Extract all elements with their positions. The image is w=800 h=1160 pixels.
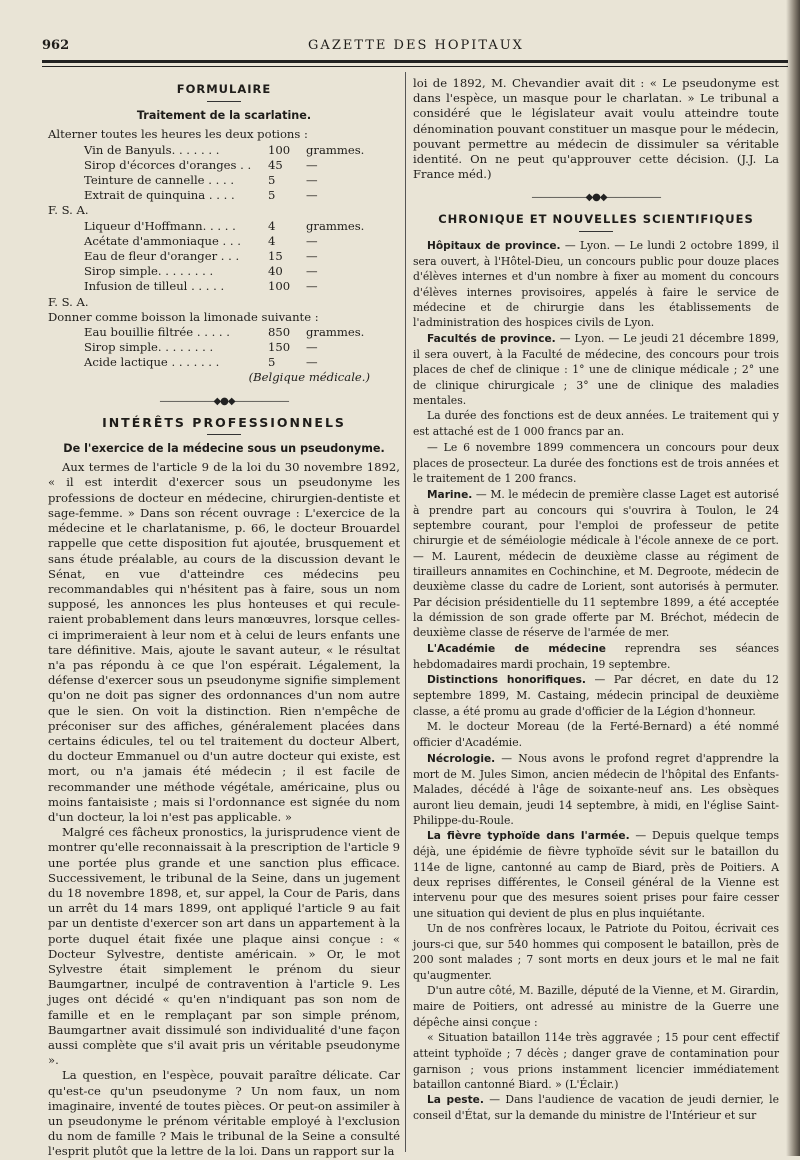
- news-item: Un de nos confrères locaux, le Patriote du Poitou, écrivait ces jours-ci que, sur 540 hommes qui composent le bataillon, près de 200 sont malades ; 7 sont morts en deux jours et le mal ne fait qu'augmenter.: [413, 921, 779, 982]
- news-item: La fièvre typhoïde dans l'armée. — Depuis quelque temps déjà, une épidémie de fièvre typhoïde sévit sur le bataillon du 114e de ligne, cantonné au camp de Biard, près de Poitiers. A deux reprises différentes, le Conseil général de la Vienne est intervenu pour que des mesures soient prises pour faire cesser une situation qui devient de plus en plus inquiétante.: [413, 829, 779, 920]
- article-paragraph: Aux termes de l'article 9 de la loi du 30 novembre 1892, « il est interdit d'exercer sous un pseudonyme les professions de docteur en médecine, chirurgien-dentiste et sage-femme. » Dans son récent ouvrage : L'exercice de la médecine et le charlatanisme, p. 66, le docteur Brouardel rappelle que cette disposition fut ajoutée, brusquement et sans étude préalable, au cours de la discussion devant le Sénat, en vue d'atteindre ces médecins peu recommandables qui n'hésitent pas à faire, sous un nom supposé, les annonces les plus honteuses et qui reculeraient probablement dans leurs manœuvres, lorsque celles-ci imprimeraient à leur nom et à celui de leurs enfants une tare définitive. Mais, ajoute le savant auteur, « le résultat n'a pas répondu à ce que l'on espérait. Légalement, la défense d'exercer sous un pseudonyme signifie simplement qu'on ne doit pas signer des ordonnances d'un nom autre que le sien. On voit la distinction. Rien n'empêche de préconiser sur des affiches, généralement placées dans certains édicules, tel ou tel traitement du docteur Albert, du docteur Emmanuel ou d'un autre docteur qui existe, est mort, ou n'a jamais été médecin ; il est facile de recommander une méthode végétale, américaine, plus ou moins fantaisiste ; mais si l'ordonnance est signée du nom d'un docteur, la loi n'est pas applicable. »: [48, 460, 400, 824]
- page-number: 962: [42, 38, 70, 53]
- news-item: Distinctions honorifiques. — Par décret, en date du 12 septembre 1899, M. Castaing, médecin principal de deuxième classe, a été promu au grade d'officier de la Légion d'honneur.: [413, 673, 779, 718]
- short-rule: [207, 101, 241, 102]
- news-item-head: Nécrologie.: [427, 752, 496, 765]
- journal-title: GAZETTE DES HOPITAUX: [308, 38, 524, 53]
- interets-heading: INTÉRÊTS PROFESSIONNELS: [102, 414, 346, 430]
- recipe-row: Infusion de tilleul . . . . . 100 —: [84, 279, 318, 294]
- news-item-head: Marine.: [427, 488, 473, 501]
- news-item: M. le docteur Moreau (de la Ferté-Bernard) a été nommé officier d'Académie.: [413, 720, 779, 750]
- formulaire-source: (Belgique médicale.): [248, 370, 370, 385]
- recipe-row: Sirop d'écorces d'oranges . . 45 —: [84, 157, 318, 172]
- recipe-row: Acétate d'ammoniaque . . . 4 —: [84, 233, 318, 248]
- fsa-label: F. S. A.: [48, 203, 89, 218]
- news-item-head: Distinctions honorifiques.: [427, 674, 586, 687]
- right-column: [413, 76, 779, 1124]
- recipe-row: Sirop simple. . . . . . . . 150 —: [84, 340, 318, 355]
- news-item: Facultés de province. — Lyon. — Le jeudi 21 décembre 1899, il sera ouvert, à la Faculté de médecine, des concours pour trois places de chef de clinique : 1° une de clinique médicale ; 2° une de clinique chirurgicale ; 3° une de clinique des maladies mentales.: [413, 331, 779, 407]
- recipe-row: Vin de Banyuls. . . . . . . 100 grammes.: [84, 142, 365, 157]
- formulaire-intro: Alterner toutes les heures les deux potions :: [48, 127, 308, 142]
- page-spine-shadow: [786, 0, 800, 1156]
- section-ornament: ——————◆●◆——————: [531, 192, 661, 204]
- news-item: — Le 6 novembre 1899 commencera un concours pour deux places de prosecteur. La durée des fonctions est de trois années et le traitement de 1 200 francs.: [413, 440, 779, 486]
- interets-subheading: De l'exercice de la médecine sous un pseudonyme.: [63, 442, 385, 456]
- news-item: D'un autre côté, M. Bazille, député de la Vienne, et M. Girardin, maire de Poitiers, ont adressé au ministre de la Guerre une dépêche ainsi conçue :: [413, 984, 779, 1029]
- news-item-head: Hôpitaux de province.: [427, 239, 561, 252]
- recipe-row: Sirop simple. . . . . . . . 40 —: [84, 264, 318, 279]
- news-item: « Situation bataillon 114e très aggravée ; 15 pour cent effectif atteint typhoïde ; 7 décès ; danger grave de contamination pour garnison ; vous prions instamment licencier immédiatement bataillon cantonné Biard. » (L'Éclair.): [413, 1030, 779, 1091]
- news-item: Nécrologie. — Nous avons le profond regret d'apprendre la mort de M. Jules Simon, ancien médecin de l'hôpital des Enfants-Malades, décédé à l'âge de soixante-neuf ans. Les obsèques auront lieu demain, jeudi 14 septembre, à midi, en l'église Saint-Philippe-du-Roule.: [413, 751, 779, 827]
- news-item: L'Académie de médecine reprendra ses séances hebdomadaires mardi prochain, 19 septembre.: [413, 641, 779, 671]
- short-rule: [207, 434, 241, 435]
- news-item-head: La peste.: [427, 1094, 484, 1107]
- recipe-row: Eau de fleur d'oranger . . . 15 —: [84, 248, 318, 263]
- drink-intro: Donner comme boisson la limonade suivante :: [48, 309, 319, 324]
- column-divider: [405, 72, 406, 1152]
- news-item-head: L'Académie de médecine: [427, 642, 606, 655]
- formulaire-heading: FORMULAIRE: [176, 82, 272, 96]
- left-column: [48, 76, 400, 1160]
- chronique-heading: CHRONIQUE ET NOUVELLES SCIENTIFIQUES: [438, 211, 754, 226]
- news-item: La peste. — Dans l'audience de vacation de jeudi dernier, le conseil d'État, sur la demande du ministre de l'Intérieur et sur: [413, 1093, 779, 1123]
- recipe-row: Acide lactique . . . . . . . 5 —: [84, 355, 318, 370]
- section-ornament: ——————◆●◆——————: [159, 395, 289, 407]
- recipe-row: Extrait de quinquina . . . . 5 —: [84, 188, 318, 203]
- news-item-head: Facultés de province.: [427, 332, 556, 345]
- recipe-row: Teinture de cannelle . . . . 5 —: [84, 172, 318, 187]
- fsa-label: F. S. A.: [48, 294, 89, 309]
- article-continuation: loi de 1892, M. Chevandier avait dit : « Le pseudonyme est dans l'espèce, un masque pour le charlatan. » Le tribunal a considéré que le législateur avait voulu atteindre toute dénomination pouvant constituer un masque pour le médecin, pouvant permettre au médecin de dissimuler sa véritable identité. On ne peut qu'approuver cette décision. (J.J. La France méd.): [413, 76, 779, 182]
- formulaire-subheading: Traitement de la scarlatine.: [136, 109, 312, 123]
- news-item-head: La fièvre typhoïde dans l'armée.: [427, 830, 630, 843]
- running-head: [42, 38, 790, 58]
- news-item: Hôpitaux de province. — Lyon. — Le lundi 2 octobre 1899, il sera ouvert, à l'Hôtel-Dieu, un concours public pour douze places d'élèves internes et d'un nombre à fixer au moment du concours d'élèves internes provisoires, appelés à faire le service de médecine et de chirurgie dans les établissements de l'administration des hospices civils de Lyon.: [413, 238, 779, 330]
- short-rule: [579, 231, 613, 232]
- header-rule-thin: [42, 66, 788, 67]
- header-rule-thick: [42, 60, 788, 63]
- news-item: La durée des fonctions est de deux années. Le traitement qui y est attaché est de 1 000 francs par an.: [413, 409, 779, 439]
- news-item: Marine. — M. le médecin de première classe Laget est autorisé à prendre part au concours qui s'ouvrira à Toulon, le 24 septembre courant, pour l'emploi de professeur de petite chirurgie et de séméiologie médicale à l'école annexe de ce port. — M. Laurent, médecin de deuxième classe au régiment de tirailleurs annamites en Cochinchine, et M. Degroote, médecin de deuxième classe du cadre de Lorient, sont autorisés à permuter. Par décision présidentielle du 11 septembre 1899, a été acceptée la démission de son grade offerte par M. Bréchot, médecin de deuxième classe de réserve de l'armée de mer.: [413, 487, 779, 640]
- article-paragraph: Malgré ces fâcheux pronostics, la jurisprudence vient de montrer qu'elle reconnaissait à la prescription de l'article 9 une portée plus grande et une sanction plus efficace. Successivement, le tribunal de la Seine, dans un jugement du 18 novembre 1898, et, sur appel, la Cour de Paris, dans un arrêt du 14 mars 1899, ont appliqué l'article 9 au fait par un dentiste d'exercer son art dans un appartement à la porte duquel était fixée une plaque ainsi conçue : « Docteur Sylvestre, dentiste américain. » Or, le mot Sylvestre était simplement le prénom du sieur Baumgartner, inculpé de contravention à l'article 9. Les juges ont décidé « qu'en n'indiquant pas son nom de famille et en le remplaçant par son simple prénom, Baumgartner avait dissimulé son individualité d'une façon aussi complète que s'il avait pris un véritable pseudonyme ».: [48, 825, 400, 1068]
- recipe-row: Liqueur d'Hoffmann. . . . . 4 grammes.: [84, 218, 365, 233]
- recipe-row: Eau bouillie filtrée . . . . . 850 grammes.: [84, 324, 365, 339]
- article-paragraph: La question, en l'espèce, pouvait paraître délicate. Car qu'est-ce qu'un pseudonyme ? Un nom faux, un nom imaginaire, inventé de toutes pièces. Or peut-on assimiler à un pseudonyme le prénom véritable employé à l'exclusion du nom de famille ? Mais le tribunal de la Seine a consulté l'esprit plutôt que la lettre de la loi. Dans un rapport sur la: [48, 1068, 400, 1159]
